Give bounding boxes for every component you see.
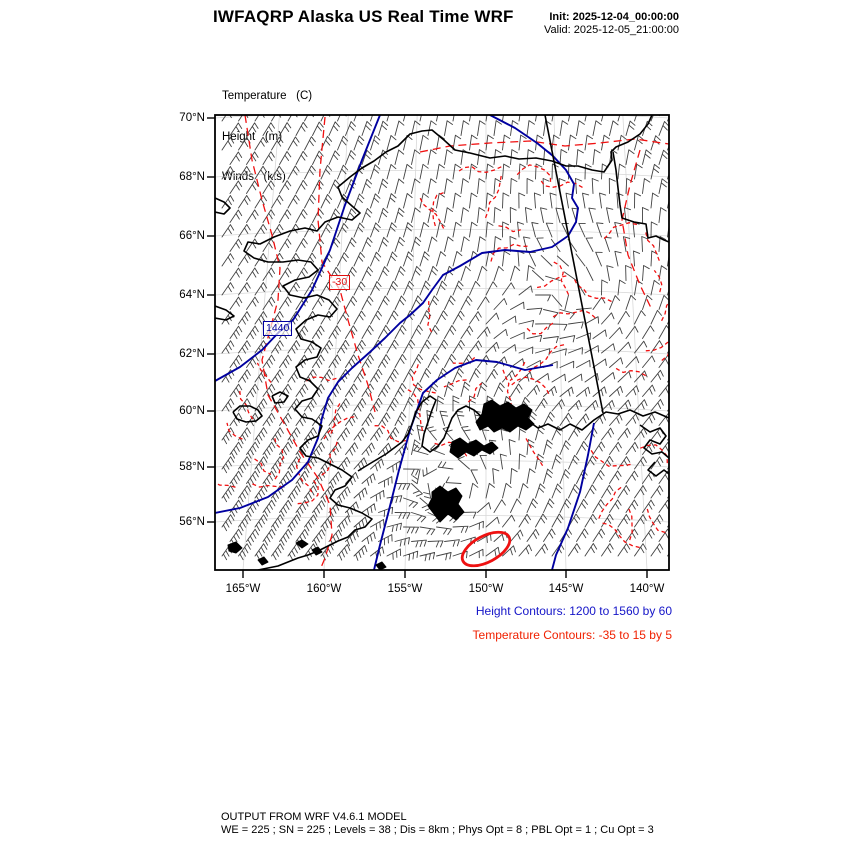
height-contour-label: 1440 bbox=[263, 321, 292, 336]
temperature-contour-label: -30 bbox=[329, 275, 350, 290]
height-contours-caption: Height Contours: 1200 to 1560 by 60 bbox=[475, 604, 672, 618]
lat-label-70N: 70°N bbox=[179, 112, 205, 124]
height-contours bbox=[215, 115, 594, 570]
model-output-line: OUTPUT FROM WRF V4.6.1 MODEL bbox=[221, 811, 407, 823]
lon-label-145W: 145°W bbox=[548, 583, 584, 595]
lat-label-64N: 64°N bbox=[179, 289, 205, 301]
lat-label-56N: 56°N bbox=[179, 516, 205, 528]
map-interior bbox=[189, 106, 692, 572]
lat-label-58N: 58°N bbox=[179, 461, 205, 473]
lat-label-68N: 68°N bbox=[179, 171, 205, 183]
lat-label-66N: 66°N bbox=[179, 230, 205, 242]
temperature-contours-caption: Temperature Contours: -35 to 15 by 5 bbox=[472, 628, 672, 642]
lon-label-160W: 160°W bbox=[306, 583, 342, 595]
model-config-line: WE = 225 ; SN = 225 ; Levels = 38 ; Dis = 8km ; Phys Opt = 8 ; PBL Opt = 1 ; Cu Opt = 3 bbox=[221, 824, 654, 836]
lon-label-150W: 150°W bbox=[468, 583, 504, 595]
valid-timestamp: Valid: 2025-12-05_21:00:00 bbox=[544, 24, 679, 36]
lon-label-165W: 165°W bbox=[225, 583, 261, 595]
legend-height: Height (m) bbox=[222, 130, 283, 143]
lon-label-140W: 140°W bbox=[629, 583, 665, 595]
legend-winds: Winds (kts) bbox=[222, 171, 286, 183]
alaska-canada-border bbox=[545, 115, 603, 413]
page-title: IWFAQRP Alaska US Real Time WRF bbox=[213, 7, 514, 26]
init-timestamp: Init: 2025-12-04_00:00:00 bbox=[549, 11, 679, 23]
lat-label-60N: 60°N bbox=[179, 405, 205, 417]
lon-label-155W: 155°W bbox=[387, 583, 423, 595]
legend-temperature: Temperature (C) bbox=[222, 90, 313, 102]
lat-label-62N: 62°N bbox=[179, 348, 205, 360]
